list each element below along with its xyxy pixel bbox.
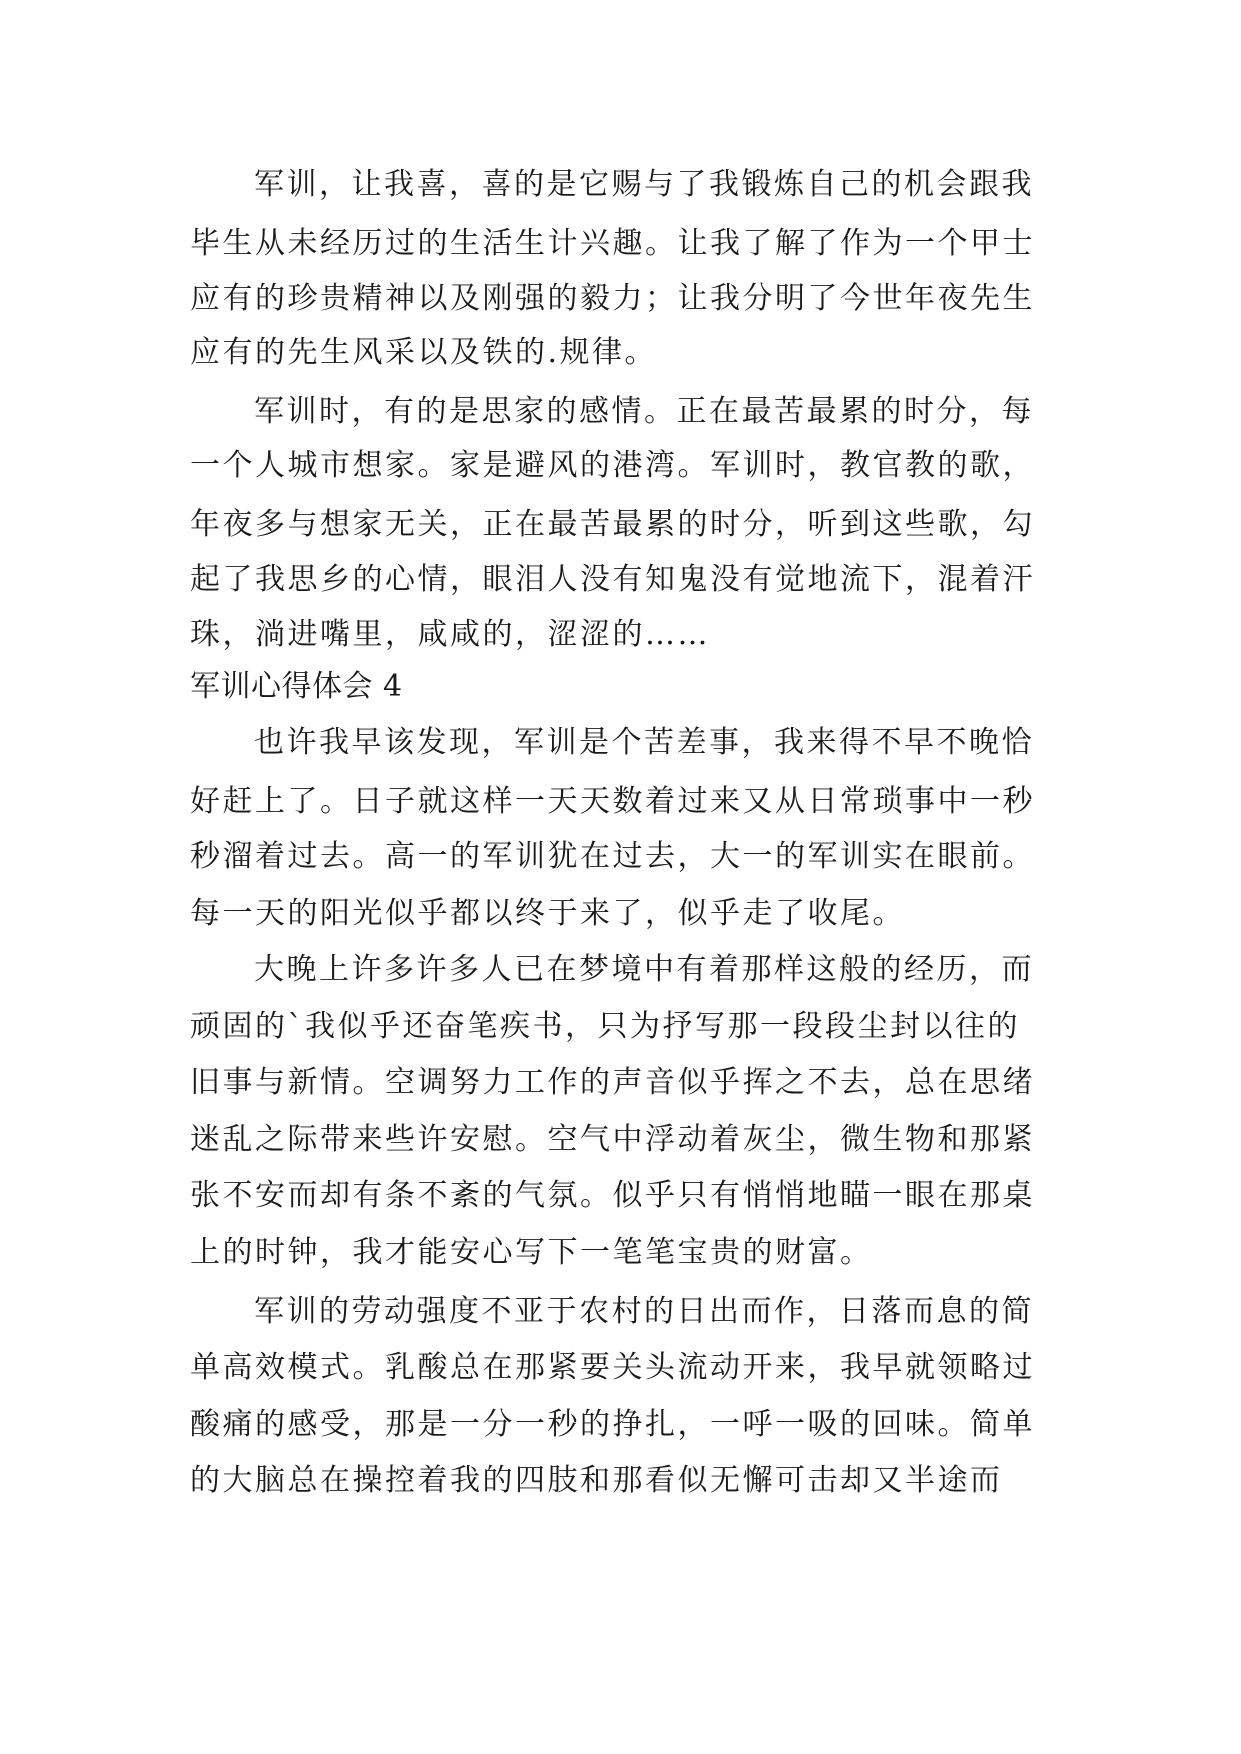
paragraph-line: 一个人城市想家。家是避风的港湾。军训时，教官教的歌，	[190, 448, 1035, 483]
paragraph-line: 秒溜着过去。高一的军训犹在过去，大一的军训实在眼前。	[190, 839, 1035, 874]
paragraph-line: 单高效模式。乳酸总在那紧要关头流动开来，我早就领略过	[190, 1350, 1035, 1385]
paragraph-line: 好赶上了。日子就这样一天天数着过来又从日常琐事中一秒	[190, 784, 1035, 819]
paragraph-line: 起了我思乡的心情，眼泪人没有知鬼没有觉地流下，混着汗	[190, 562, 1035, 597]
paragraph-line: 酸痛的感受，那是一分一秒的挣扎，一呼一吸的回味。简单	[190, 1407, 1035, 1442]
paragraph-line: 顽固的`我似乎还奋笔疾书，只为抒写那一段段尘封以往的	[190, 1009, 1020, 1044]
paragraph-line: 年夜多与想家无关，正在最苦最累的时分，听到这些歌，勾	[190, 507, 1035, 542]
paragraph-line: 的大脑总在操控着我的四肢和那看似无懈可击却又半途而	[190, 1463, 1003, 1498]
paragraph-line: 张不安而却有条不紊的气氛。似乎只有悄悄地瞄一眼在那桌	[190, 1178, 1035, 1213]
paragraph-line: 每一天的阳光似乎都以终于来了，似乎走了收尾。	[190, 896, 905, 931]
paragraph-line: 毕生从未经历过的生活生计兴趣。让我了解了作为一个甲士	[190, 226, 1035, 261]
paragraph-line: 军训时，有的是思家的感情。正在最苦最累的时分，每	[254, 394, 1034, 429]
paragraph-line: 珠，淌进嘴里，咸咸的，涩涩的……	[190, 617, 710, 652]
paragraph-line: 军训的劳动强度不亚于农村的日出而作，日落而息的简	[254, 1294, 1034, 1329]
paragraph-line: 也许我早该发现，军训是个苦差事，我来得不早不晚恰	[254, 725, 1034, 760]
paragraph-line: 应有的先生风采以及铁的.规律。	[190, 335, 658, 370]
paragraph-line: 军训，让我喜，喜的是它赐与了我锻炼自己的机会跟我	[254, 167, 1034, 202]
paragraph-line: 应有的珍贵精神以及刚强的毅力；让我分明了今世年夜先生	[190, 281, 1035, 316]
section-heading: 军训心得体会 4	[190, 669, 403, 704]
paragraph-line: 大晚上许多许多人已在梦境中有着那样这般的经历，而	[254, 952, 1034, 987]
paragraph-line: 迷乱之际带来些许安慰。空气中浮动着灰尘，微生物和那紧	[190, 1122, 1035, 1157]
paragraph-line: 旧事与新情。空调努力工作的声音似乎挥之不去，总在思绪	[190, 1065, 1035, 1100]
paragraph-line: 上的时钟，我才能安心写下一笔笔宝贵的财富。	[190, 1235, 873, 1270]
